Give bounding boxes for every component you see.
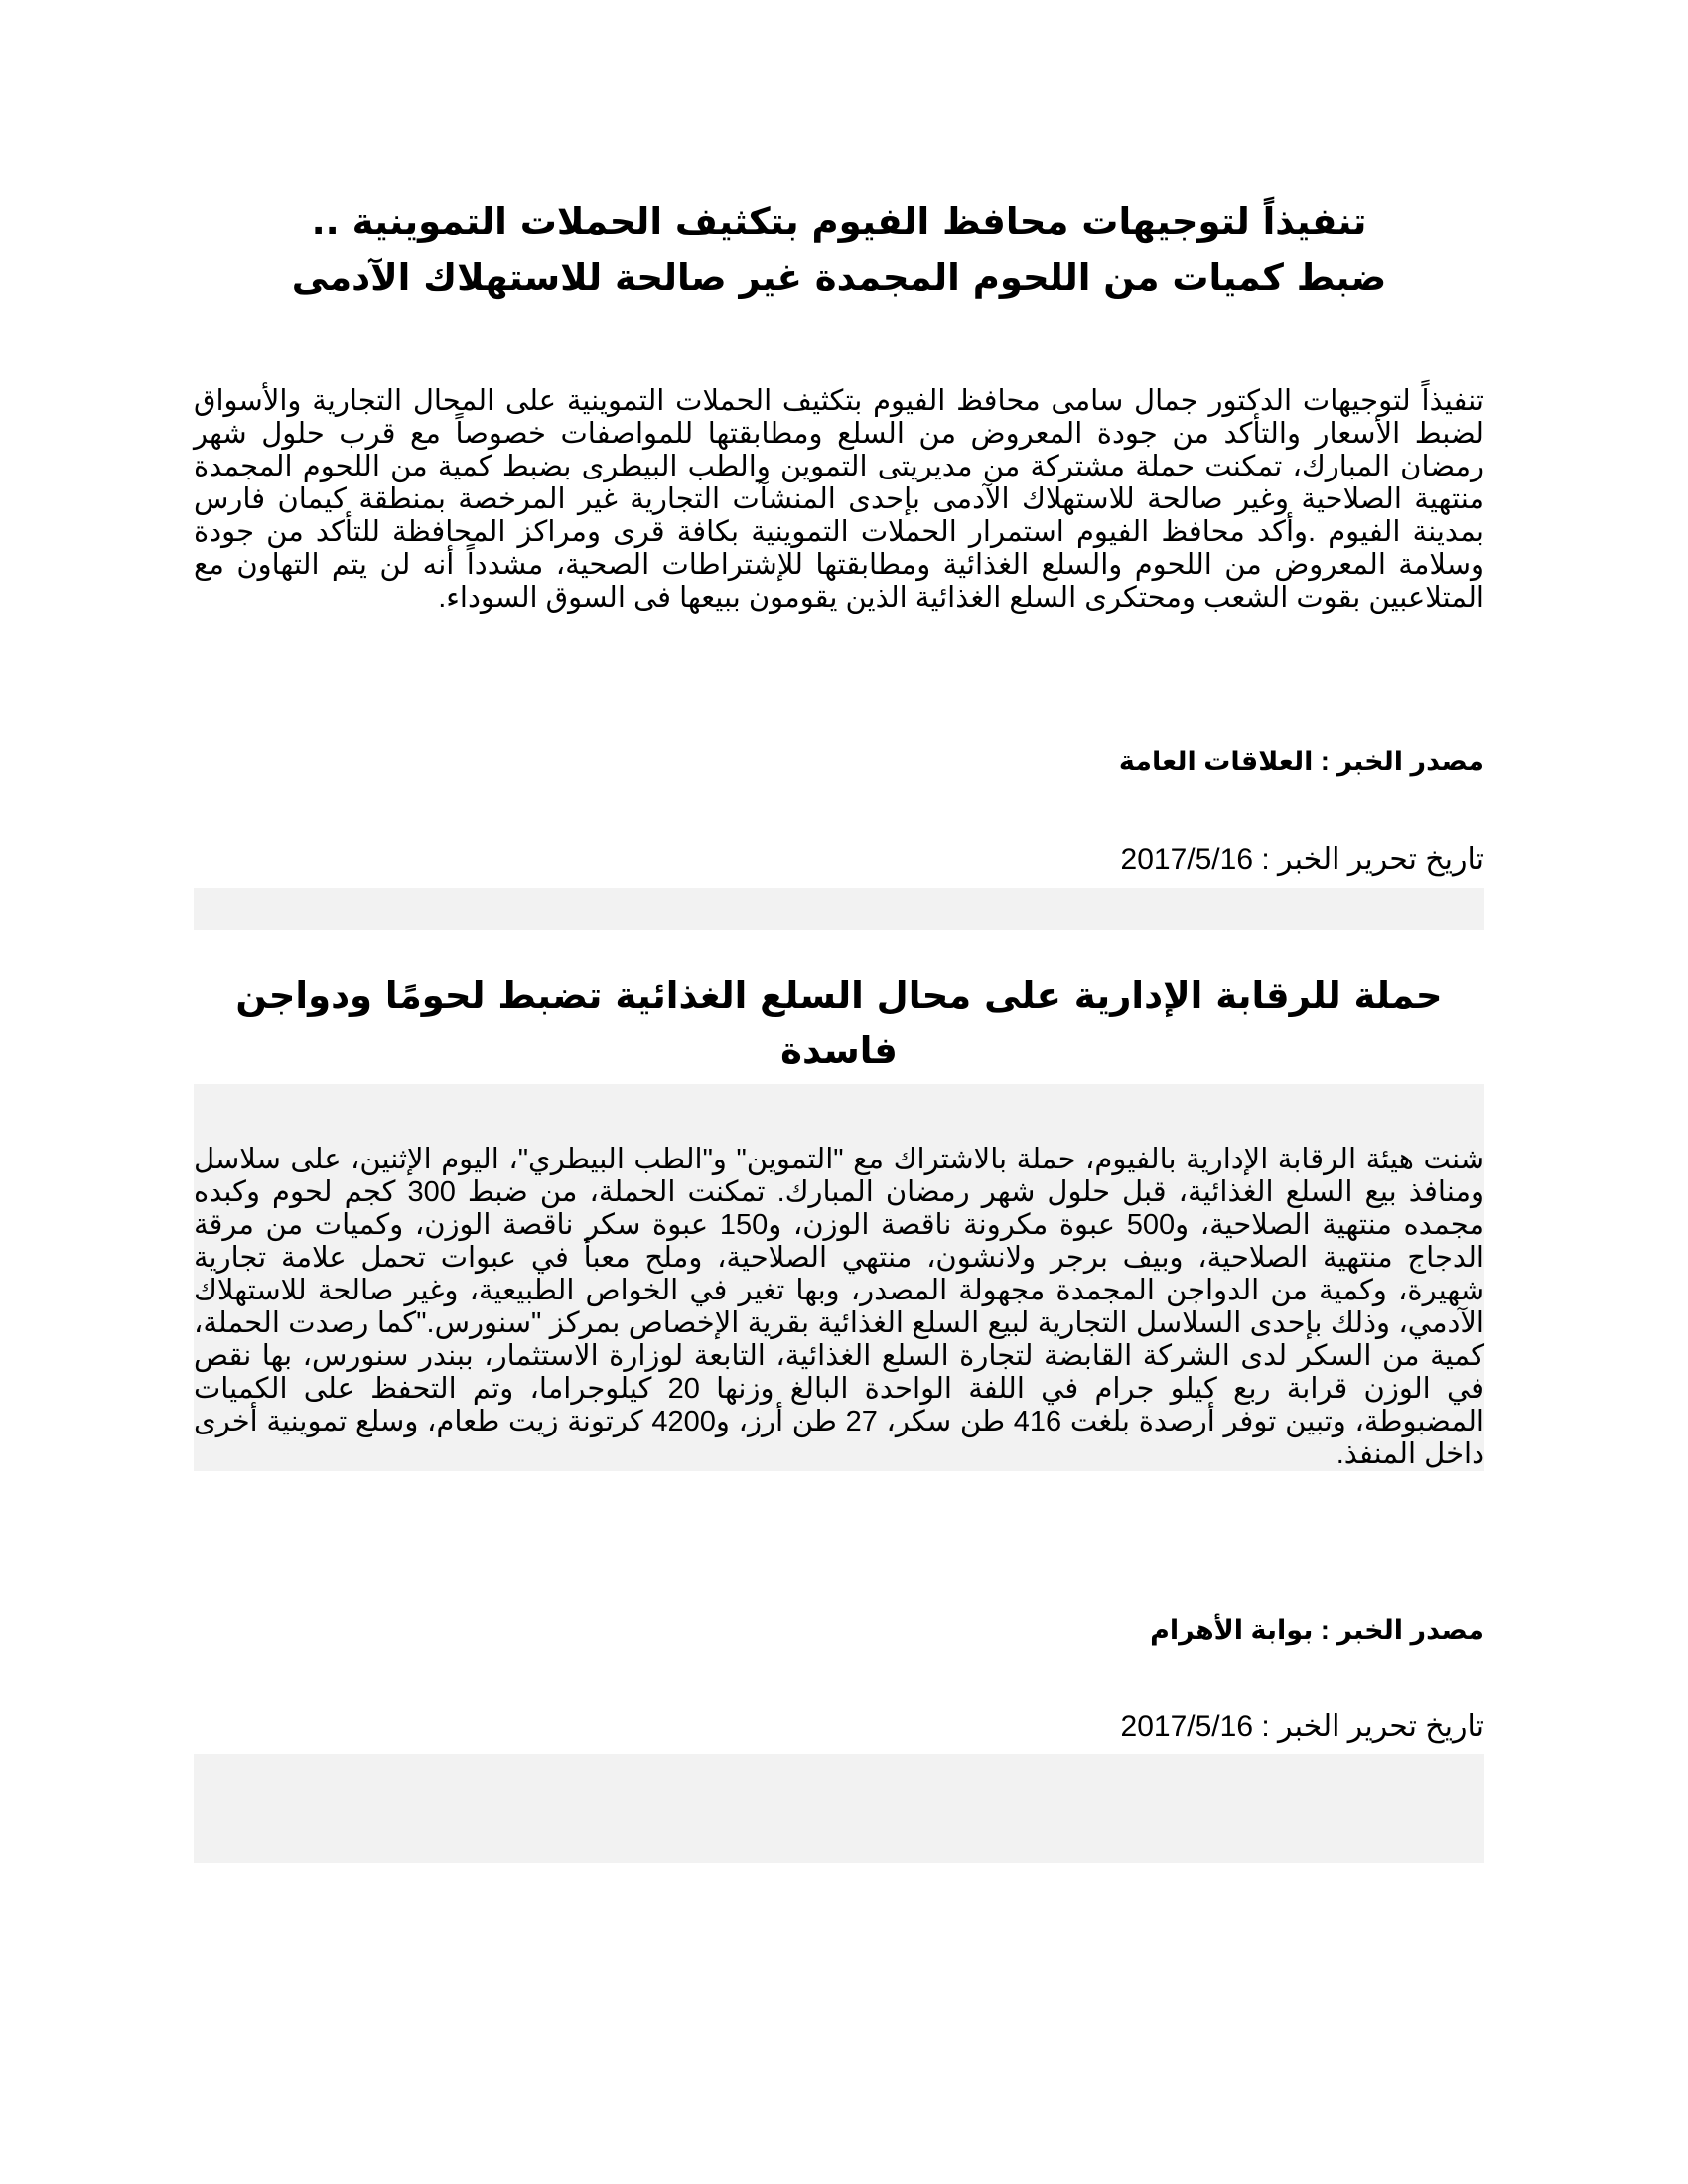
article-1-headline (194, 195, 1484, 306)
article-1-body: تنفيذاً لتوجيهات الدكتور جمال سامى محافظ الفيوم بتكثيف الحملات التموينية على المحال التجارية والأسواق لضبط الأسعار والتأكد من جودة المعروض من السلع ومطابقتها للمواصفات خصوصاً مع قرب حلول شهر رمضان المبارك، تمكنت حملة مشتركة من مديريتى التموين والطب البيطرى بضبط كمية من اللحوم المجمدة منتهية الصلاحية وغير صالحة للاستهلاك الآدمى بإحدى المنشآت التجارية غير المرخصة بمنطقة كيمان فارس بمدينة الفيوم .وأكد محافظ الفيوم استمرار الحملات التموينية بكافة قرى ومراكز المحافظة للتأكد من جودة وسلامة المعروض من اللحوم والسلع الغذائية ومطابقتها للإشتراطات الصحية، مشدداً أنه لن يتم التهاون مع المتلاعبين بقوت الشعب ومحتكرى السلع الغذائية الذين يقومون ببيعها فى السوق السوداء. (194, 385, 1485, 614)
article-2-header-band (194, 1084, 1484, 1144)
article-2-body: شنت هيئة الرقابة الإدارية بالفيوم، حملة بالاشتراك مع "التموين" و"الطب البيطري"، اليوم الإثنين، على سلاسل ومنافذ بيع السلع الغذائية، قبل حلول شهر رمضان المبارك. تمكنت الحملة، من ضبط 300 كجم لحوم وكبده مجمده منتهية الصلاحية، و500 عبوة مكرونة ناقصة الوزن، و150 عبوة سكر ناقصة الوزن، وكميات من مرقة الدجاج منتهية الصلاحية، وبيف برجر ولانشون، منتهي الصلاحية، وملح معبأ في عبوات تحمل علامة تجارية شهيرة، وكمية من الدواجن المجمدة مجهولة المصدر، وبها تغير في الخواص الطبيعية، وغير صالحة للاستهلاك الآدمي، وذلك بإحدى السلاسل التجارية لبيع السلع الغذائية بقرية الإخصاص بمركز "سنورس."كما رصدت الحملة، كمية من السكر لدى الشركة القابضة لتجارة السلع الغذائية، التابعة لوزارة الاستثمار، ببندر سنورس، بها نقص في الوزن قرابة ربع كيلو جرام في اللفة الواحدة البالغ وزنها 20 كيلوجراما، وتم التحفظ على الكميات المضبوطة، وتبين توفر أرصدة بلغت 416 طن سكر، 27 طن أرز، و4200 كرتونة زيت طعام، وسلع تموينية أخرى داخل المنفذ. (194, 1144, 1484, 1470)
article-1-headline-line2: ضبط كميات من اللحوم المجمدة غير صالحة للاستهلاك الآدمى (291, 256, 1387, 299)
article-1-footer-band (194, 888, 1484, 930)
article-1-headline-line1: تنفيذاً لتوجيهات محافظ الفيوم بتكثيف الحملات التموينية .. (311, 201, 1367, 243)
article-2-footer-band (194, 1754, 1484, 1863)
article-2-headline-line1: حملة للرقابة الإدارية على محال السلع الغذائية تضبط لحومًا ودواجن فاسدة (235, 974, 1443, 1072)
article-2-source: مصدر الخبر : بوابة الأهرام (1150, 1615, 1484, 1645)
article-1-source: مصدر الخبر : العلاقات العامة (1118, 747, 1484, 776)
article-2-date: تاريخ تحرير الخبر : 2017/5/16 (1120, 1710, 1484, 1743)
article-1-date: تاريخ تحرير الخبر : 2017/5/16 (1120, 843, 1484, 876)
